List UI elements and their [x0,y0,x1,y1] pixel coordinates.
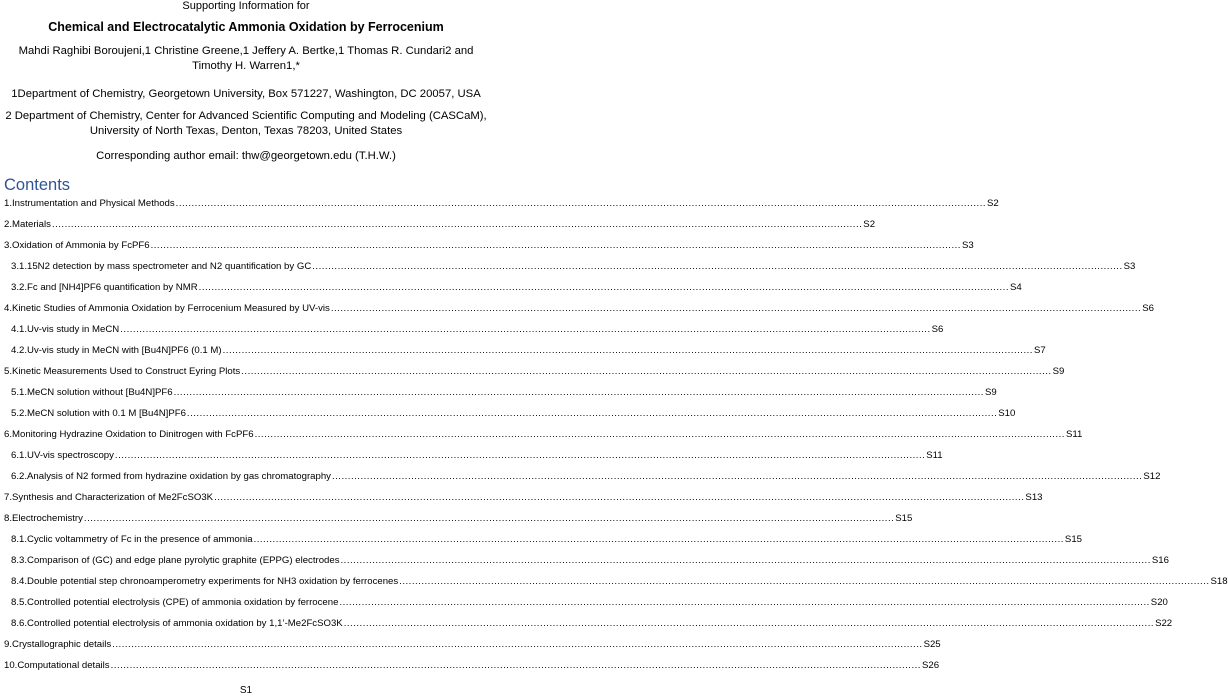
toc-leader-dots [120,324,930,335]
toc-leader-dots [223,345,1033,356]
toc-entry-number: 8.4. [11,576,28,587]
toc-entry[interactable] [4,261,1136,272]
toc-entry-page: S9 [1052,366,1065,377]
toc-entry-title: 15N2 detection by mass spectrometer and N2 quantification by GC [27,261,312,272]
toc-leader-dots [331,303,1141,314]
toc-leader-dots [332,471,1142,482]
toc-leader-dots [84,513,894,524]
toc-entry-number: 4.1. [11,324,28,335]
paper-title: Chemical and Electrocatalytic Ammonia Oxidation by Ferrocenium [48,20,444,34]
affiliation-2-line-1: 2 Department of Chemistry, Center for Advanced Scientific Computing and Modeling (CASCaM), [5,110,487,122]
toc-entry-number: 6.1. [11,450,28,461]
toc-entry-title: Instrumentation and Physical Methods [12,198,175,209]
toc-entry-page: S3 [1123,261,1136,272]
supporting-info-label: Supporting Information for [182,0,310,12]
toc-entry-number: 8.1. [11,534,28,545]
toc-entry-page: S18 [1210,576,1228,587]
toc-entry[interactable] [4,366,1065,377]
toc-leader-dots [112,639,922,650]
toc-entry[interactable] [4,429,1083,440]
toc-entry-title: UV-vis spectroscopy [27,450,114,461]
toc-leader-dots [255,429,1065,440]
toc-entry-page: S6 [1142,303,1154,314]
toc-entry[interactable] [4,219,876,230]
toc-entry[interactable] [4,345,1046,356]
toc-entry-title: Monitoring Hydrazine Oxidation to Dinitrogen with FcPF6 [12,429,254,440]
toc-entry[interactable] [4,240,974,251]
toc-entry-title: Controlled potential electrolysis of ammonia oxidation by 1,1’-Me2FcSO3K [27,618,343,629]
toc-entry-page: S26 [921,660,940,671]
toc-entry[interactable] [4,660,940,671]
toc-entry-number: 6. [4,429,13,440]
toc-entry[interactable] [4,639,941,650]
toc-entry-title: Cyclic voltammetry of Fc in the presence of ammonia [27,534,253,545]
toc-entry-number: 1. [4,198,13,209]
affiliation-2 [0,109,492,139]
toc-entry-title: Double potential step chronoamperometry experiments for NH3 oxidation by ferrocenes [27,576,399,587]
toc-entry[interactable] [4,387,997,398]
authors [0,44,492,74]
toc-entry-page: S4 [1010,282,1022,293]
toc-entry[interactable] [4,408,1016,419]
toc-entry-page: S15 [1064,534,1082,545]
toc-leader-dots [254,534,1064,545]
toc-entry[interactable] [4,471,1161,482]
toc-entry-title: Fc and [NH4]PF6 quantification by NMR [27,282,198,293]
toc-entry-number: 4.2. [11,345,28,356]
toc-entry-number: 10. [4,660,18,671]
toc-leader-dots [199,282,1009,293]
toc-leader-dots [174,387,984,398]
toc-entry-number: 3.2. [11,282,28,293]
toc-entry[interactable] [4,450,943,461]
toc-leader-dots [176,198,986,209]
toc-entry-title: MeCN solution with 0.1 M [Bu4N]PF6 [27,408,186,419]
toc-entry-page: S3 [961,240,974,251]
toc-entry-number: 8.3. [11,555,28,566]
corresponding-email: Corresponding author email: thw@georgetown.edu (T.H.W.) [96,150,396,162]
toc-entry[interactable] [4,576,1228,587]
toc-entry-title: Crystallographic details [12,639,112,650]
toc-entry-title: Materials [12,219,51,230]
toc-entry-page: S16 [1151,555,1169,566]
contents-heading: Contents [4,176,71,194]
toc-entry-number: 5.2. [11,408,28,419]
toc-entry-number: 6.2. [11,471,28,482]
toc-entry[interactable] [4,324,944,335]
toc-entry-number: 3.1. [11,261,28,272]
toc-entry-page: S10 [998,408,1016,419]
toc-entry-page: S20 [1150,597,1168,608]
toc-entry[interactable] [4,555,1169,566]
toc-entry-page: S7 [1033,345,1046,356]
toc-leader-dots [341,555,1151,566]
toc-entry[interactable] [4,534,1082,545]
toc-entry[interactable] [4,513,913,524]
toc-entry-number: 8. [4,513,13,524]
toc-entry-title: Uv-vis study in MeCN [27,324,120,335]
toc-entry-title: Controlled potential electrolysis (CPE) of ammonia oxidation by ferrocene [27,597,339,608]
toc-entry[interactable] [4,492,1043,503]
authors-line-1: Mahdi Raghibi Boroujeni,1 Christine Greene,1 Jeffery A. Bertke,1 Thomas R. Cundari2 and [18,45,474,57]
toc-entry-page: S22 [1155,618,1173,629]
toc-leader-dots [399,576,1209,587]
affiliation-1: 1Department of Chemistry, Georgetown University, Box 571227, Washington, DC 20057, USA [11,88,481,100]
toc-entry-number: 8.5. [11,597,28,608]
toc-entry[interactable] [4,618,1173,629]
toc-entry-title: Kinetic Measurements Used to Construct Eyring Plots [12,366,241,377]
toc-entry-number: 8.6. [11,618,28,629]
toc-leader-dots [111,660,921,671]
toc-leader-dots [214,492,1024,503]
toc-entry-title: Electrochemistry [12,513,83,524]
toc-entry-title: Oxidation of Ammonia by FcPF6 [12,240,150,251]
toc-entry-title: Uv-vis study in MeCN with [Bu4N]PF6 (0.1 M) [27,345,222,356]
toc-entry-number: 2. [4,219,13,230]
toc-entry-title: Kinetic Studies of Ammonia Oxidation by Ferrocenium Measured by UV-vis [12,303,330,314]
toc-entry-page: S11 [926,450,943,461]
toc-entry-page: S2 [987,198,999,209]
toc-entry-page: S15 [895,513,913,524]
toc-entry-page: S9 [984,387,997,398]
toc-entry-page: S25 [923,639,941,650]
toc-entry-title: Computational details [17,660,110,671]
toc-leader-dots [312,261,1122,272]
toc-entry-page: S6 [931,324,944,335]
toc-entry[interactable] [4,282,1022,293]
page-number: S1 [239,685,253,696]
affiliation-2-line-2: University of North Texas, Denton, Texas 78203, United States [89,125,403,137]
toc-entry-page: S13 [1025,492,1043,503]
toc-entry-page: S2 [863,219,876,230]
toc-entry-number: 4. [4,303,13,314]
toc-leader-dots [187,408,997,419]
toc-entry-title: Analysis of N2 formed from hydrazine oxidation by gas chromatography [27,471,331,482]
toc-entry[interactable] [4,198,999,209]
toc-entry-page: S12 [1143,471,1161,482]
toc-leader-dots [52,219,862,230]
toc-entry-page: S11 [1065,429,1083,440]
toc-leader-dots [339,597,1149,608]
toc-leader-dots [115,450,925,461]
toc-entry-title: Comparison of (GC) and edge plane pyrolytic graphite (EPPG) electrodes [27,555,340,566]
toc-entry-number: 7. [4,492,13,503]
toc-entry[interactable] [4,303,1154,314]
toc-entry-number: 5. [4,366,13,377]
toc-leader-dots [241,366,1051,377]
toc-leader-dots [151,240,961,251]
toc-entry-number: 3. [4,240,13,251]
toc-entry-number: 5.1. [11,387,28,398]
toc-entry-title: Synthesis and Characterization of Me2FcSO3K [12,492,214,503]
toc-entry-title: MeCN solution without [Bu4N]PF6 [27,387,173,398]
toc-entry-number: 9. [4,639,13,650]
toc-leader-dots [344,618,1154,629]
toc-entry[interactable] [4,597,1168,608]
authors-line-2: Timothy H. Warren1,* [192,60,300,72]
